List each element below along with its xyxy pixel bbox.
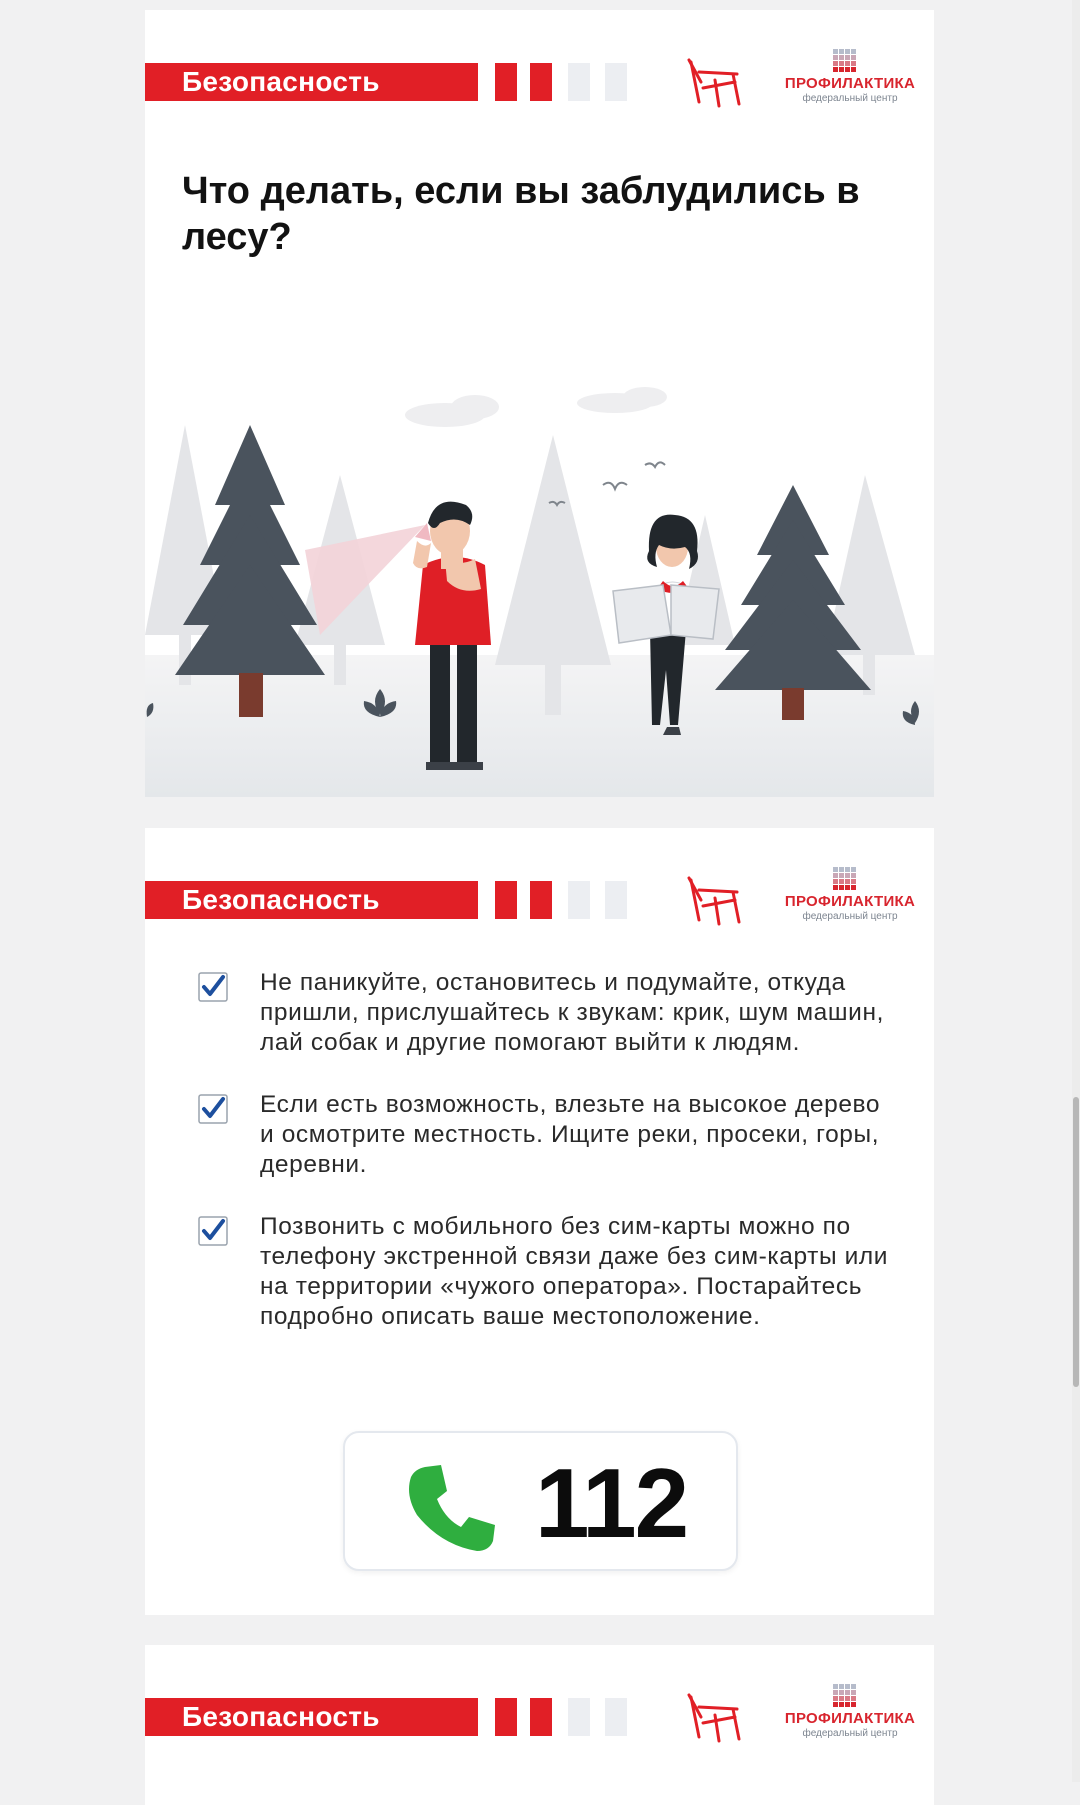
emergency-call-box (343, 1431, 738, 1571)
stripe-decoration (605, 881, 627, 919)
brand-logo (775, 867, 925, 929)
brand-logo (775, 49, 925, 111)
section-tag: Безопасность (145, 881, 478, 919)
tip-text: Если есть возможность, влезьте на высокое дерево и осмотрите местность. Ищите реки, просеки, горы, деревни. (260, 1091, 881, 1178)
section-tag: Безопасность (145, 63, 478, 101)
brand-grid-icon (833, 1684, 857, 1708)
forest-illustration (145, 355, 934, 797)
brand-name: ПРОФИЛАКТИКА (784, 1710, 916, 1727)
brand-grid-icon (833, 49, 857, 73)
stripe-decoration (605, 63, 627, 101)
brand-logo (775, 1684, 925, 1746)
stripe-decoration (530, 881, 552, 919)
chair-logo-icon (685, 1687, 745, 1743)
tip-text: Не паникуйте, остановитесь и подумайте, откуда пришли, прислушайтесь к звукам: крик, шум машин, лай собак и другие помогают выйти к людям. (260, 969, 884, 1056)
card-header (145, 52, 934, 104)
list-item (198, 1090, 898, 1180)
stripe-decoration (495, 63, 517, 101)
checkbox-checked-icon (198, 972, 228, 1002)
checkbox-checked-icon (198, 1094, 228, 1124)
scrollbar-thumb[interactable] (1073, 1097, 1079, 1387)
brand-name: ПРОФИЛАКТИКА (784, 893, 916, 910)
emergency-number: 112 (535, 1448, 688, 1558)
brand-subtitle: федеральный центр (802, 911, 898, 922)
chair-logo-icon (685, 870, 745, 926)
phone-icon (405, 1461, 497, 1553)
stripe-decoration (495, 1698, 517, 1736)
stripe-decoration (568, 63, 590, 101)
stripe-decoration (568, 1698, 590, 1736)
brand-subtitle: федеральный центр (802, 1728, 898, 1739)
tips-list (198, 968, 898, 1332)
section-tag: Безопасность (145, 1698, 478, 1736)
stripe-decoration (530, 1698, 552, 1736)
chair-logo-icon (685, 52, 745, 108)
stripe-decoration (495, 881, 517, 919)
card-header (145, 870, 934, 922)
stripe-decoration (530, 63, 552, 101)
brand-subtitle: федеральный центр (802, 93, 898, 104)
post-card-1 (145, 10, 934, 797)
list-item (198, 1212, 898, 1332)
stripe-decoration (605, 1698, 627, 1736)
tip-text: Позвонить с мобильного без сим-карты можно по телефону экстренной связи даже без сим-карты или на территории «чужого оператора». Постарайтесь подробно описать ваше местоположение. (260, 1213, 889, 1330)
brand-name: ПРОФИЛАКТИКА (784, 75, 916, 92)
card-header (145, 1687, 934, 1739)
list-item (198, 968, 898, 1058)
stripe-decoration (568, 881, 590, 919)
post-card-3 (145, 1645, 934, 1805)
post-card-2 (145, 828, 934, 1615)
scrollbar-track[interactable] (1072, 0, 1080, 1782)
brand-grid-icon (833, 867, 857, 891)
page-title: Что делать, если вы заблудились в лесу? (182, 170, 860, 258)
checkbox-checked-icon (198, 1216, 228, 1246)
